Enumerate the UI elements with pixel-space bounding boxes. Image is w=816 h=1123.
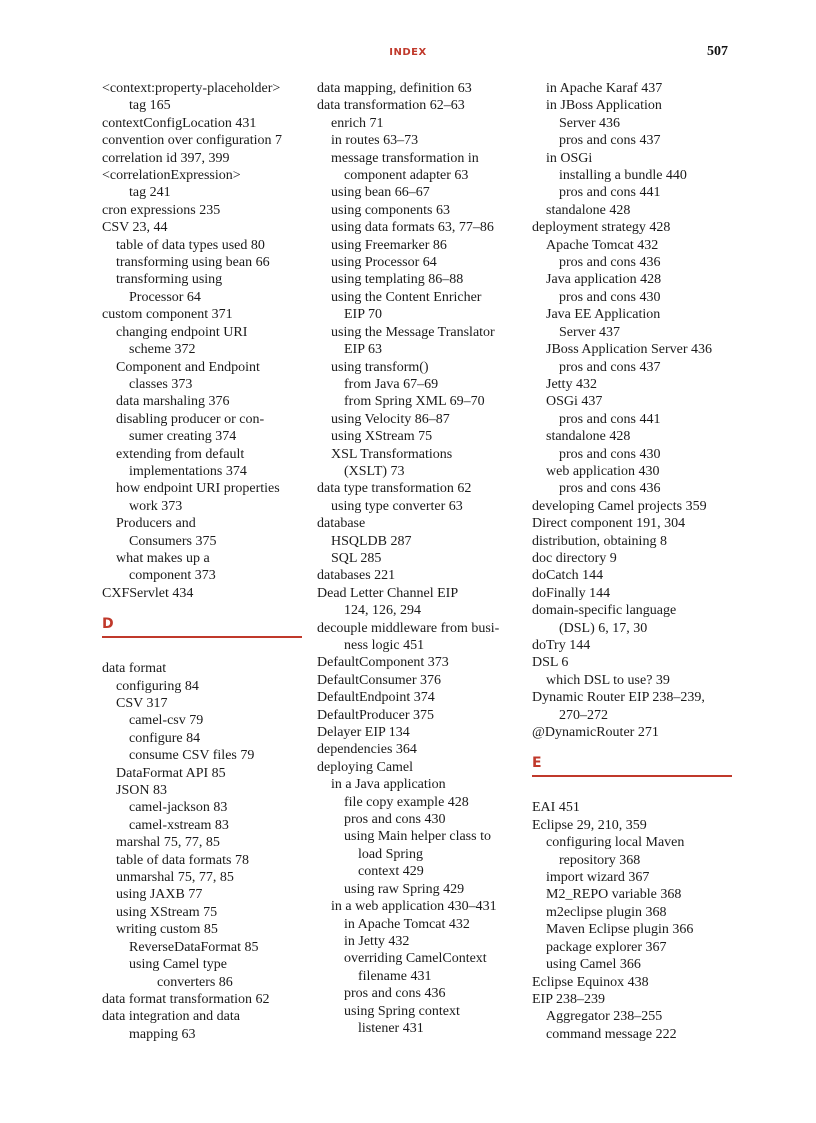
index-subentry: in Jetty 432 bbox=[344, 933, 410, 949]
index-subentry: Jetty 432 bbox=[546, 376, 597, 392]
index-subentry: converters 86 bbox=[157, 974, 233, 990]
index-subentry: tag 241 bbox=[129, 185, 171, 201]
index-column-3 bbox=[532, 80, 732, 1043]
index-subentry: disabling producer or con- bbox=[116, 411, 265, 427]
index-entry: @DynamicRouter 271 bbox=[532, 725, 659, 741]
index-subentry: writing custom 85 bbox=[116, 922, 218, 938]
index-subentry: JSON 83 bbox=[116, 783, 167, 799]
index-entry: <correlationExpression> bbox=[102, 168, 241, 184]
section-letter: E bbox=[532, 754, 732, 777]
index-subentry: M2_REPO variable 368 bbox=[546, 887, 682, 903]
index-subentry: listener 431 bbox=[358, 1020, 424, 1036]
index-subentry: using XStream 75 bbox=[116, 904, 218, 920]
index-subentry: scheme 372 bbox=[129, 342, 196, 358]
index-subentry: in routes 63–73 bbox=[331, 133, 419, 149]
index-subentry: classes 373 bbox=[129, 376, 193, 392]
index-entry: data type transformation 62 bbox=[317, 481, 472, 497]
index-entry: doTry 144 bbox=[532, 638, 591, 653]
index-subentry: enrich 71 bbox=[331, 115, 384, 131]
index-subentry: pros and cons 437 bbox=[559, 359, 661, 375]
index-subentry: from Spring XML 69–70 bbox=[344, 394, 485, 410]
index-entry: custom component 371 bbox=[102, 307, 233, 323]
index-column-1 bbox=[102, 80, 302, 1043]
index-subentry: using raw Spring 429 bbox=[344, 881, 465, 897]
index-entry: correlation id 397, 399 bbox=[102, 150, 230, 166]
index-subentry: using Main helper class to bbox=[344, 829, 491, 845]
index-entry: data transformation 62–63 bbox=[317, 98, 465, 114]
index-entry: DefaultProducer 375 bbox=[317, 707, 435, 723]
index-entry: DefaultConsumer 376 bbox=[317, 672, 442, 688]
index-subentry: (XSLT) 73 bbox=[344, 463, 405, 479]
index-entry: contextConfigLocation 431 bbox=[102, 115, 257, 131]
index-subentry: EIP 70 bbox=[344, 307, 382, 323]
index-subentry: package explorer 367 bbox=[546, 939, 667, 955]
index-entry: domain-specific language bbox=[532, 603, 677, 619]
index-subentry: how endpoint URI properties bbox=[116, 481, 280, 497]
index-subentry: web application 430 bbox=[546, 463, 660, 479]
index-subentry: OSGi 437 bbox=[546, 394, 603, 410]
index-subentry: standalone 428 bbox=[546, 202, 631, 218]
index-subentry: XSL Transformations bbox=[331, 446, 453, 462]
index-entry: data format transformation 62 bbox=[102, 991, 270, 1007]
index-column-2 bbox=[317, 80, 517, 1037]
index-entry: DSL 6 bbox=[532, 655, 569, 671]
index-subentry: Component and Endpoint bbox=[116, 359, 260, 375]
index-subentry: load Spring bbox=[358, 846, 423, 862]
index-subentry: unmarshal 75, 77, 85 bbox=[116, 870, 234, 886]
index-subentry: Processor 64 bbox=[129, 289, 201, 305]
index-subentry: context 429 bbox=[358, 864, 424, 880]
index-entry: Dead Letter Channel EIP bbox=[317, 585, 459, 601]
index-subentry: camel-csv 79 bbox=[129, 713, 204, 729]
index-entry: Dynamic Router EIP 238–239, bbox=[532, 690, 705, 706]
index-subentry: pros and cons 437 bbox=[559, 133, 661, 149]
index-subentry: which DSL to use? 39 bbox=[546, 672, 670, 688]
index-subentry: work 373 bbox=[129, 498, 183, 514]
index-entry: doc directory 9 bbox=[532, 550, 617, 566]
index-subentry: using data formats 63, 77–86 bbox=[331, 220, 494, 236]
index-subentry: JBoss Application Server 436 bbox=[546, 342, 713, 358]
page-number: 507 bbox=[707, 44, 728, 59]
index-subentry: in OSGi bbox=[546, 150, 593, 166]
index-subentry: 124, 126, 294 bbox=[344, 603, 421, 619]
index-subentry: overriding CamelContext bbox=[344, 951, 487, 967]
index-entry: DefaultEndpoint 374 bbox=[317, 690, 435, 706]
index-subentry: filename 431 bbox=[358, 968, 432, 984]
index-entry: dependencies 364 bbox=[317, 742, 417, 758]
index-entry: Eclipse 29, 210, 359 bbox=[532, 817, 647, 833]
index-subentry: SQL 285 bbox=[331, 550, 382, 566]
index-subentry: using Velocity 86–87 bbox=[331, 411, 450, 427]
index-subentry: data marshaling 376 bbox=[116, 394, 230, 410]
index-subentry: in a Java application bbox=[331, 777, 446, 793]
index-subentry: using the Content Enricher bbox=[331, 289, 482, 305]
index-subentry: using transform() bbox=[331, 359, 429, 375]
index-subentry: using Spring context bbox=[344, 1003, 460, 1019]
index-entry: data format bbox=[102, 661, 167, 677]
index-subentry: import wizard 367 bbox=[546, 870, 650, 886]
index-subentry: in Apache Tomcat 432 bbox=[344, 916, 470, 932]
index-entry: deployment strategy 428 bbox=[532, 220, 671, 236]
index-subentry: using Camel 366 bbox=[546, 957, 641, 973]
index-subentry: ness logic 451 bbox=[344, 638, 425, 653]
index-subentry: Java application 428 bbox=[546, 272, 662, 288]
index-subentry: file copy example 428 bbox=[344, 794, 469, 810]
index-subentry: configuring local Maven bbox=[546, 835, 685, 851]
index-entry: EIP 238–239 bbox=[532, 991, 605, 1007]
index-subentry: Aggregator 238–255 bbox=[546, 1009, 663, 1025]
index-subentry: m2eclipse plugin 368 bbox=[546, 904, 667, 920]
index-subentry: pros and cons 436 bbox=[559, 255, 661, 271]
index-entry: data integration and data bbox=[102, 1009, 240, 1025]
index-subentry: pros and cons 441 bbox=[559, 411, 661, 427]
index-entry: data mapping, definition 63 bbox=[317, 81, 472, 96]
index-subentry: Java EE Application bbox=[546, 307, 661, 323]
index-subentry: using Camel type bbox=[129, 957, 227, 973]
index-subentry: transforming using bbox=[116, 272, 223, 288]
index-subentry: 270–272 bbox=[559, 707, 608, 723]
index-entry: Eclipse Equinox 438 bbox=[532, 974, 649, 990]
index-subentry: Maven Eclipse plugin 366 bbox=[546, 922, 694, 938]
index-subentry: pros and cons 441 bbox=[559, 185, 661, 201]
index-subentry: message transformation in bbox=[331, 150, 479, 166]
index-subentry: Consumers 375 bbox=[129, 533, 217, 549]
index-entry: database bbox=[317, 516, 366, 532]
index-subentry: using bean 66–67 bbox=[331, 185, 430, 201]
index-subentry: mapping 63 bbox=[129, 1026, 196, 1042]
index-subentry: in JBoss Application bbox=[546, 98, 662, 114]
index-subentry: from Java 67–69 bbox=[344, 376, 439, 392]
index-entry: decouple middleware from busi- bbox=[317, 620, 500, 636]
index-subentry: pros and cons 436 bbox=[344, 986, 446, 1002]
index-subentry: pros and cons 430 bbox=[344, 812, 446, 828]
index-subentry: Apache Tomcat 432 bbox=[546, 237, 659, 253]
index-subentry: transforming using bean 66 bbox=[116, 255, 270, 271]
index-subentry: using type converter 63 bbox=[331, 498, 463, 514]
index-subentry: in a web application 430–431 bbox=[331, 899, 497, 915]
index-subentry: using Processor 64 bbox=[331, 255, 437, 271]
index-subentry: sumer creating 374 bbox=[129, 429, 237, 445]
index-subentry: using the Message Translator bbox=[331, 324, 495, 340]
index-entry: developing Camel projects 359 bbox=[532, 498, 707, 514]
index-subentry: what makes up a bbox=[116, 550, 210, 566]
index-entry: CSV 23, 44 bbox=[102, 220, 168, 236]
index-entry: CXFServlet 434 bbox=[102, 585, 194, 601]
index-entry: Direct component 191, 304 bbox=[532, 516, 686, 532]
index-subentry: installing a bundle 440 bbox=[559, 168, 687, 184]
index-subentry: in Apache Karaf 437 bbox=[546, 81, 663, 96]
section-letter: D bbox=[102, 615, 302, 638]
index-entry: distribution, obtaining 8 bbox=[532, 533, 667, 549]
index-subentry: table of data formats 78 bbox=[116, 852, 249, 868]
index-subentry: Server 437 bbox=[559, 324, 621, 340]
index-subentry: EIP 63 bbox=[344, 342, 382, 358]
index-entry: EAI 451 bbox=[532, 800, 580, 816]
index-subentry: HSQLDB 287 bbox=[331, 533, 412, 549]
index-subentry: using XStream 75 bbox=[331, 429, 433, 445]
index-subentry: using JAXB 77 bbox=[116, 887, 203, 903]
index-entry: databases 221 bbox=[317, 568, 396, 584]
index-subentry: standalone 428 bbox=[546, 429, 631, 445]
index-subentry: implementations 374 bbox=[129, 463, 247, 479]
index-entry: DefaultComponent 373 bbox=[317, 655, 449, 671]
running-header: INDEX bbox=[389, 47, 427, 58]
index-subentry: (DSL) 6, 17, 30 bbox=[559, 620, 648, 636]
index-entry: doFinally 144 bbox=[532, 585, 611, 601]
index-subentry: pros and cons 430 bbox=[559, 289, 661, 305]
index-subentry: command message 222 bbox=[546, 1026, 677, 1042]
section-heading-d bbox=[102, 615, 302, 638]
index-subentry: tag 165 bbox=[129, 98, 171, 114]
index-entry: deploying Camel bbox=[317, 759, 414, 775]
index-subentry: pros and cons 436 bbox=[559, 481, 661, 497]
index-subentry: extending from default bbox=[116, 446, 245, 462]
index-subentry: configuring 84 bbox=[116, 678, 199, 694]
index-subentry: ReverseDataFormat 85 bbox=[129, 939, 259, 955]
index-entry: convention over configuration 7 bbox=[102, 133, 283, 149]
index-subentry: pros and cons 430 bbox=[559, 446, 661, 462]
index-subentry: using components 63 bbox=[331, 202, 450, 218]
index-entry: <context:property-placeholder> bbox=[102, 81, 281, 96]
index-subentry: using Freemarker 86 bbox=[331, 237, 447, 253]
index-subentry: component adapter 63 bbox=[344, 168, 469, 184]
index-subentry: changing endpoint URI bbox=[116, 324, 248, 340]
index-subentry: CSV 317 bbox=[116, 696, 168, 711]
index-subentry: consume CSV files 79 bbox=[129, 748, 255, 764]
index-entry: Delayer EIP 134 bbox=[317, 725, 410, 741]
index-subentry: camel-xstream 83 bbox=[129, 817, 229, 833]
index-subentry: DataFormat API 85 bbox=[116, 765, 226, 781]
index-subentry: component 373 bbox=[129, 568, 216, 584]
index-subentry: repository 368 bbox=[559, 852, 641, 868]
index-subentry: Producers and bbox=[116, 516, 196, 532]
index-subentry: camel-jackson 83 bbox=[129, 800, 228, 816]
index-subentry: Server 436 bbox=[559, 115, 621, 131]
index-entry: doCatch 144 bbox=[532, 568, 604, 584]
index-subentry: using templating 86–88 bbox=[331, 272, 464, 288]
index-subentry: configure 84 bbox=[129, 730, 201, 746]
index-entry: cron expressions 235 bbox=[102, 202, 221, 218]
section-heading-e bbox=[532, 754, 732, 777]
index-subentry: table of data types used 80 bbox=[116, 237, 265, 253]
index-subentry: marshal 75, 77, 85 bbox=[116, 835, 220, 851]
